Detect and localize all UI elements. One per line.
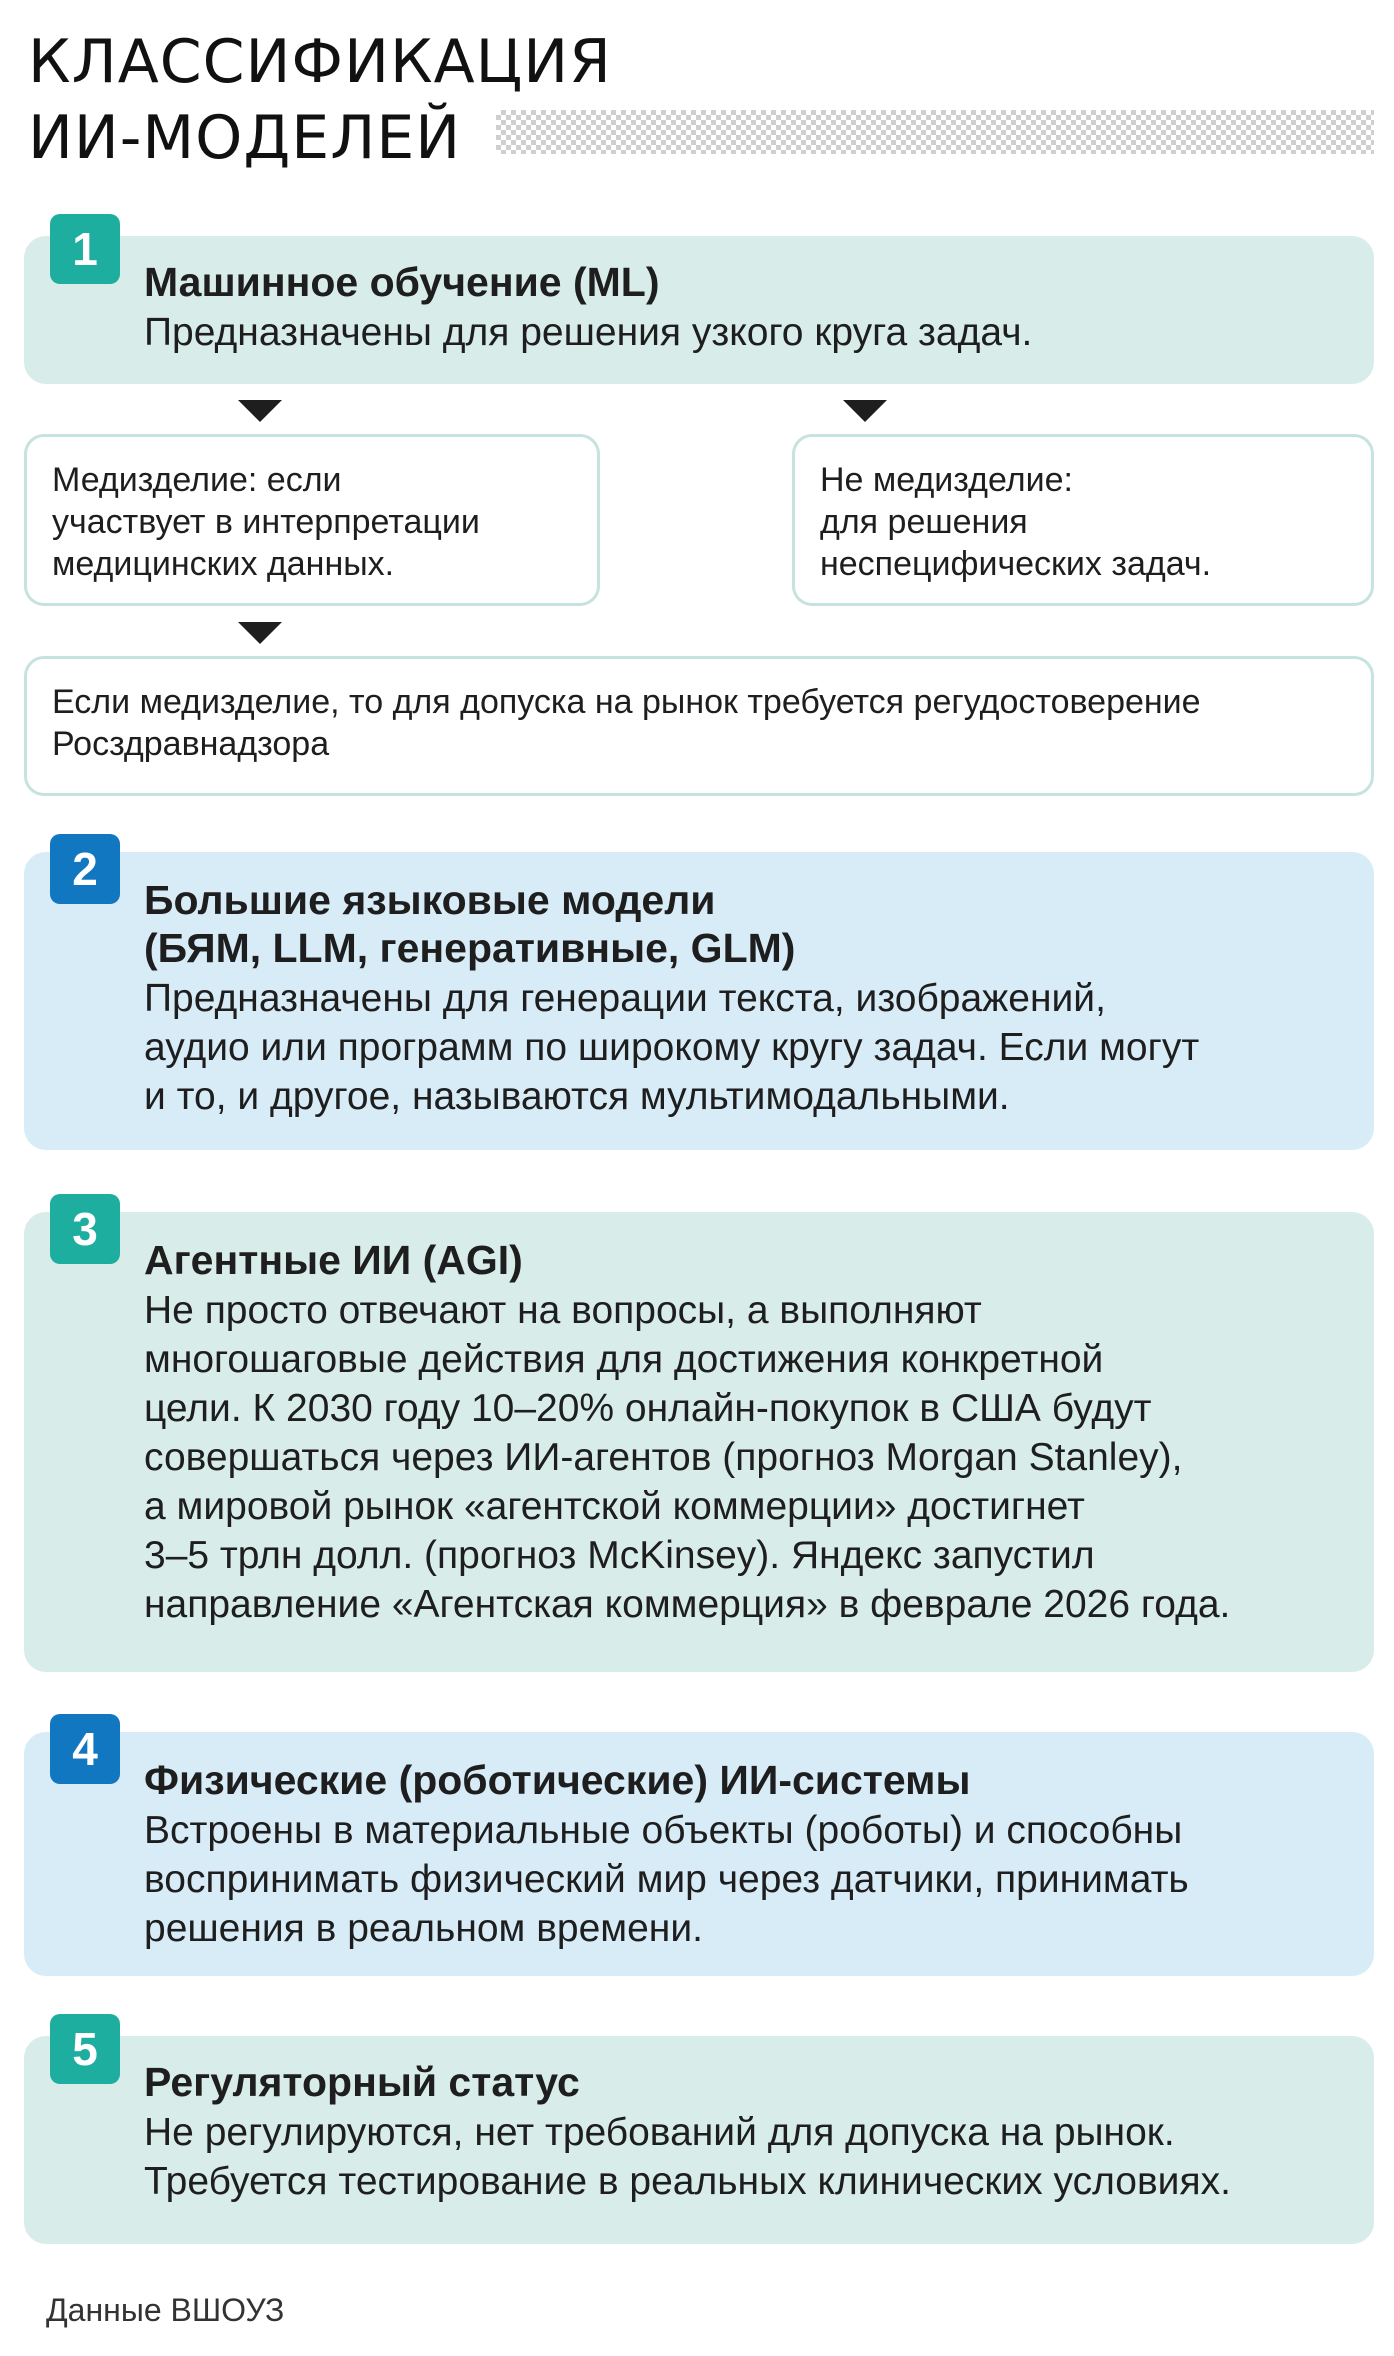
card-title (144, 1756, 970, 1804)
card-text-line: совершаться через ИИ-агентов (прогноз Morgan Stanley), (144, 1436, 1183, 1479)
card-title-line: Машинное обучение (ML) (144, 259, 660, 305)
non-medical-device-branch (792, 434, 1374, 606)
card-text-line: Не регулируются, нет требований для допуска на рынок. (144, 2111, 1175, 2154)
card-title (144, 258, 660, 306)
card-title-line: Большие языковые модели (144, 877, 716, 923)
card-text-line: аудио или программ по широкому кругу задач. Если могут (144, 1026, 1200, 1069)
arrow-down-icon (238, 622, 282, 644)
card-physical-ai-systems (24, 1732, 1374, 1976)
branch-text-line: Не медизделие: (820, 461, 1073, 499)
card-text-line: и то, и другое, называются мультимодальными. (144, 1075, 1010, 1118)
card-text-line: Требуется тестирование в реальных клинических условиях. (144, 2160, 1231, 2203)
decorative-checker-pattern (496, 110, 1374, 154)
section-number-badge: 5 (50, 2014, 120, 2084)
card-title (144, 876, 795, 972)
card-text (144, 1806, 1189, 1953)
card-text (144, 2108, 1231, 2206)
card-text-line: а мировой рынок «агентской коммерции» достигнет (144, 1485, 1085, 1528)
branch-text-line: Медизделие: если (52, 461, 342, 499)
card-text-line: Предназначены для решения узкого круга задач. (144, 311, 1033, 354)
card-text-line: многошаговые действия для достижения конкретной (144, 1338, 1104, 1381)
section-number-badge: 4 (50, 1714, 120, 1784)
card-title (144, 2058, 580, 2106)
card-text-line: Не просто отвечают на вопросы, а выполняют (144, 1289, 982, 1332)
card-text-line: направление «Агентская коммерция» в феврале 2026 года. (144, 1583, 1231, 1626)
card-title-line: (БЯМ, LLM, генеративные, GLM) (144, 925, 796, 971)
card-text (144, 308, 1032, 357)
card-text-line: Предназначены для генерации текста, изображений, (144, 977, 1106, 1020)
branch-text-line: медицинских данных. (52, 545, 395, 583)
card-text-line: решения в реальном времени. (144, 1907, 703, 1950)
section-number-badge: 2 (50, 834, 120, 904)
arrow-down-icon (238, 400, 282, 422)
card-text-line: Встроены в материальные объекты (роботы) и способны (144, 1809, 1183, 1852)
branch-text (820, 459, 1211, 585)
branch-text (52, 459, 480, 585)
card-title-line: Физические (роботические) ИИ-системы (144, 1757, 971, 1803)
branch-text-line: неспецифических задач. (820, 545, 1212, 583)
section-number-badge: 3 (50, 1194, 120, 1264)
arrow-down-icon (843, 400, 887, 422)
card-title-line: Регуляторный статус (144, 2059, 580, 2105)
card-text (144, 1286, 1230, 1629)
section-number-badge: 1 (50, 214, 120, 284)
card-large-language-models (24, 852, 1374, 1150)
branch-text-line: для решения (820, 503, 1028, 541)
card-machine-learning (24, 236, 1374, 384)
title-line-1: КЛАССИФИКАЦИЯ (28, 27, 612, 97)
card-text-line: цели. К 2030 году 10–20% онлайн-покупок в США будут (144, 1387, 1152, 1430)
card-text-line: 3–5 трлн долл. (прогноз McKinsey). Яндекс запустил (144, 1534, 1095, 1577)
medical-device-branch (24, 434, 600, 606)
card-text (144, 974, 1199, 1121)
registration-text-line: Если медизделие, то для допуска на рынок требуется регудостоверение (52, 683, 1201, 721)
title-line-2: ИИ-МОДЕЛЕЙ (28, 103, 462, 173)
card-text-line: воспринимать физический мир через датчики, принимать (144, 1858, 1189, 1901)
card-agentic-ai (24, 1212, 1374, 1672)
card-title-line: Агентные ИИ (AGI) (144, 1237, 523, 1283)
registration-requirement-box (24, 656, 1374, 796)
card-regulatory-status (24, 2036, 1374, 2244)
branch-text-line: участвует в интерпретации (52, 503, 480, 541)
card-title (144, 1236, 523, 1284)
registration-text (52, 681, 1201, 765)
source-note: Данные ВШОУЗ (46, 2292, 285, 2328)
registration-text-line: Росздравнадзора (52, 725, 330, 763)
